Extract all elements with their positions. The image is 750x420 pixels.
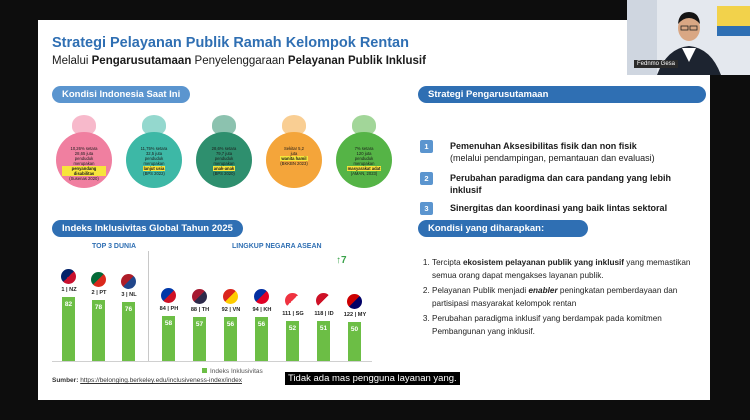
kondisi-diharapkan-header: Kondisi yang diharapkan: [418,220,588,237]
strategi-subtitle: (melalui pendampingan, pemantauan dan evaluasi) [450,153,655,163]
strategi-header: Strategi Pengarusutamaan [418,86,706,103]
kondisi-indonesia-header: Kondisi Indonesia Saat Ini [52,86,190,103]
bar-value-label: 58 [164,319,173,327]
country-flag-icon [61,269,76,284]
top3-label: TOP 3 DUNIA [92,243,137,250]
source-link[interactable]: https://belonging.berkeley.edu/inclusiveness-index/index [80,377,242,384]
bar-value-label: 82 [64,301,73,309]
circle-line: 120 juta [356,151,372,156]
country-label: 2 | PT [91,290,107,297]
country-flag-icon [347,294,362,309]
circle-line: 7% setara [354,146,374,151]
circle-highlight: penyandang disabilitas [62,166,106,176]
kondisi-circle [196,132,252,188]
bar-value-label: 50 [350,326,359,334]
strategi-number: 3 [420,202,433,215]
slide-subtitle: Melalui Pengarusutamaan Penyelenggaraan Pelayanan Publik Inklusif [52,55,426,67]
legend-swatch [202,368,207,373]
circle-line: 32,5 juta [145,151,163,156]
country-label: 3 | NL [121,291,137,298]
circle-source: (BPS 2022) [143,171,165,176]
bar-value-label: 56 [226,321,235,329]
circle-line: Sekitar 5,2 [283,146,305,151]
circle-highlight: anak-anak [213,166,235,171]
country-flag-icon [223,289,238,304]
circle-highlight: lanjut usia [143,166,165,171]
circle-highlight: wanita hamil [281,156,307,161]
strategi-title: Sinergitas dan koordinasi yang baik lintas sektoral [450,203,668,213]
circle-source: (BPS 2020) [213,171,235,176]
circle-line: juta [290,151,298,156]
kondisi-circle [126,132,182,188]
country-flag-icon [121,274,136,289]
kondisi-circle [266,132,322,188]
country-flag-icon [316,293,331,308]
circle-line: merupakan [353,161,375,166]
country-label: 118 | ID [314,311,334,318]
presenter-name: Fednmo Gesa [634,60,678,68]
circle-source: (BKKBN 2023) [280,161,308,166]
country-label: 1 | NZ [61,287,77,294]
indeks-header: Indeks Inklusivitas Global Tahun 2025 [52,220,243,237]
bar-value-label: 78 [94,304,103,312]
country-label: 92 | VN [221,307,241,314]
circle-line: penduduk [214,156,234,161]
country-label: 84 | PH [159,305,179,312]
kondisi-item: 2. Pelayanan Publik menjadi enabler peningkatan pemberdayaan dan partisipasi masyarakat kelompok rentan [432,284,710,310]
strategi-title: Perubahan paradigma dan cara pandang yang lebih inklusif [450,173,672,195]
circle-line: 28,6% setara [211,146,237,151]
arrow-label: ↑7 [336,255,347,266]
presentation-slide [38,20,710,400]
circle-line: merupakan [143,161,165,166]
circle-line: penduduk [144,156,164,161]
webcam-feed [627,0,750,75]
circle-line: merupakan [73,161,95,166]
country-flag-icon [254,289,269,304]
chart-divider [148,251,149,361]
source-line: Sumber: https://belonging.berkeley.edu/inclusiveness-index/index [52,377,242,384]
strategi-item [424,202,700,214]
strategi-number: 1 [420,140,433,153]
chart-baseline [52,361,372,362]
bar-value-label: 56 [257,321,266,329]
country-flag-icon [91,272,106,287]
kondisi-diharapkan-list [418,256,710,340]
circle-line: 10,26% setara [70,146,98,151]
circle-line: 28,65 juta [74,151,94,156]
circle-line: merupakan [213,161,235,166]
country-label: 122 | MY [343,312,367,319]
kondisi-item: 1. Tercipta ekosistem pelayanan publik yang inklusif yang memastikan semua orang dapat mengakses layanan publik. [432,256,710,282]
circle-line: penduduk [74,156,94,161]
chart-legend: Indeks Inklusivitas [202,368,263,375]
bar-value-label: 57 [195,320,204,328]
country-label: 94 | KH [252,307,272,314]
kondisi-circle [56,132,112,188]
circle-line: 79,7 juta [215,151,233,156]
circle-source: (Susenas 2020) [69,176,99,181]
circle-line: penduduk [354,156,374,161]
kondisi-circle [336,132,392,188]
bar-value-label: 76 [124,305,133,313]
circle-line: 11,75% setara [140,146,168,151]
country-label: 111 | SG [282,310,304,317]
asean-label: LINGKUP NEGARA ASEAN [232,243,322,250]
kondisi-item: 3. Perubahan paradigma inklusif yang berdampak pada komitmen Pembangunan yang inklusif. [432,312,710,338]
live-caption: Tidak ada mas pengguna layanan yang. [285,372,460,385]
inclusiveness-chart [52,243,382,387]
country-label: 88 | TH [190,306,210,313]
country-flag-icon [192,289,207,304]
strategi-item [424,172,700,196]
bar-value-label: 51 [319,325,328,333]
country-flag-icon [161,288,176,303]
strategi-item [424,140,700,164]
bar-value-label: 52 [288,324,297,332]
strategi-number: 2 [420,172,433,185]
slide-title: Strategi Pelayanan Publik Ramah Kelompok Rentan [52,35,409,51]
strategi-title: Pemenuhan Aksesibilitas fisik dan non fisik [450,141,637,151]
circle-highlight: masyarakat adat [347,166,381,171]
country-flag-icon [285,293,300,308]
circle-source: (AMAN, 2023) [350,171,378,176]
